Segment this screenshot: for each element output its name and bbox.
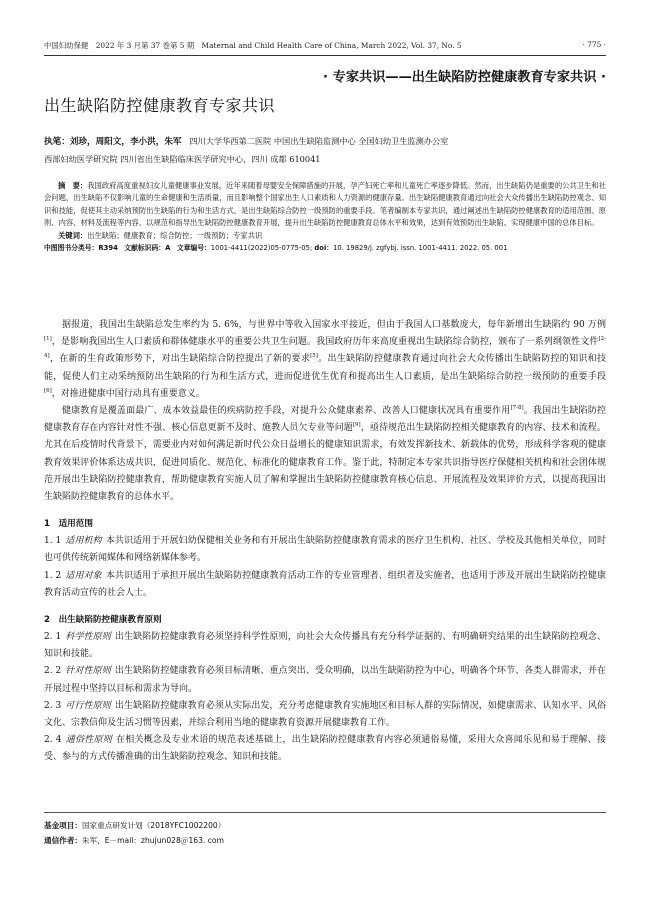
intro-p1-text-a: 据报道，我国出生缺陷总发生率约为 5. 6%，与世界中等收入国家水平接近，但由于我国人口基数庞大，每年新增出生缺陷约 90 万例	[62, 320, 606, 330]
subsection-text: 本共识适用于承担开展出生缺陷防控健康教育活动工作的专业管理者、组织者及实施者，也适用于涉及开展出生缺陷防控健康教育活动宣传的社会人士。	[44, 570, 606, 598]
fund-text: 国家重点研发计划（2018YFC1002200）	[81, 821, 226, 830]
subsection-number: 2. 3	[44, 700, 62, 711]
abstract-text: 我国政府高度重视妇女儿童健康事业发展，近年来随着母婴安全保障措施的开展，孕产妇死亡率和儿童死亡率逐步降低。然而，出生缺陷仍是重要的公共卫生和社会问题，出生缺陷不仅影响儿童的生命健康和生活质量，而且影响整个国家出生人口素质和人力资源的健康存量。出生缺陷健康教育通过向社会大众传播出生缺陷防控观念、知识和技能，促使其主动采纳预防出生缺陷的行为和生活方式，是出生缺陷综合防控一级预防的重要手段。笔者编制本专家共识，通过阐述出生缺陷防控健康教育的适用范围、原则、内容、材料及流程等内容，以规范和指导出生缺陷防控健康教育开展，提升出生缺陷防控健康教育总体水平和效果，达到有效预防出生缺陷、实现健康中国的总体目标。	[44, 181, 607, 228]
doi-label: doi：	[314, 244, 334, 253]
citation-ref: [2-4]	[44, 336, 606, 360]
page-number: · 775 ·	[582, 40, 606, 49]
subsection-2-2	[44, 663, 606, 697]
section-2-heading: 2 出生缺陷防控健康教育原则	[44, 615, 162, 626]
intro-paragraph-1	[44, 317, 606, 403]
subsection-2-4	[44, 732, 606, 766]
subsection-2-3	[44, 698, 606, 732]
author-block	[44, 133, 606, 168]
citation-ref: [1]	[44, 336, 52, 343]
article-title: 出生缺陷防控健康教育专家共识	[44, 96, 276, 115]
doi: 10. 19829/j. zgfybj. issn. 1001-4411. 2022. 05. 001	[333, 244, 508, 253]
keywords-label: 关键词：	[58, 230, 88, 240]
subsection-label: 适用对象	[65, 570, 102, 581]
subsection-label: 通俗性原则	[65, 735, 112, 746]
footnote-block	[44, 818, 606, 848]
affiliation-line-1: 四川大学华西第二医院 中国出生缺陷监测中心 全国妇幼卫生监测办公室	[189, 136, 449, 146]
doc-code-label: 文献标识码：	[124, 244, 166, 253]
subsection-2-1	[44, 629, 606, 663]
intro-p2-text-c: ，亟待规范出生缺陷防控相关健康教育的内容、技术和流程。尤其在后疫情时代背景下，需要业内对如何满足新时代公众日益增长的健康知识需求，有效发挥新技术、新载体的优势，形成科学客观的健康教育效果评价体系达成共识，促进同质化、规范化、标准化的健康教育工作。鉴于此，特制定本专家共识指导医疗保健相关机构和社会团体规范开展出生缺陷防控健康教育，帮助健康教育实施人员了解和掌握出生缺陷防控健康教育核心信息、开展流程及效果评价方式，以提高我国出生缺陷防控健康教育的总体水平。	[44, 423, 606, 503]
citation-ref: [9]	[352, 422, 361, 429]
subsection-text: 出生缺陷防控健康教育必须目标清晰、重点突出、受众明确，以出生缺陷防控为中心，明确各个环节、各类人群需求，并在开展过程中坚持以目标和需求为导向。	[44, 666, 606, 694]
author-names: 刘珍，周阳文，李小洪，朱军	[69, 137, 182, 147]
intro-paragraph-2	[44, 403, 606, 506]
subsection-text: 在相关概念及专业术语的规范表述基础上，出生缺陷防控健康教育内容必须通俗易懂，采用大众喜闻乐见和易于理解、接受、参与的方式传播准确的出生缺陷防控观念、知识和技能。	[44, 735, 606, 763]
subsection-1-1	[44, 533, 606, 567]
subsection-text: 出生缺陷防控健康教育必须从实际出发，充分考虑健康教育实施地区和目标人群的实际情况，如健康需求、认知水平、风俗文化、宗教信仰及生活习惯等因素，并综合利用当地的健康教育资源开展健康教育工作。	[44, 700, 606, 729]
journal-citation: 中国妇幼保健 2022 年 3 月第 37 卷第 5 期 Maternal and Child Health Care of China, March 2022, Vol. 37, No. 5	[44, 41, 462, 50]
article-no: 1001-4411(2022)05-0775-05	[210, 244, 310, 253]
fund-label: 基金项目：	[44, 821, 82, 830]
class-no-label: 中图图书分类号：	[44, 244, 99, 253]
subsection-number: 1. 1	[44, 536, 62, 547]
section-1-heading: 1 适用范围	[44, 519, 93, 530]
running-header	[44, 40, 606, 56]
citation-ref: [5]	[310, 353, 318, 360]
intro-p1-text-b: ，是影响我国出生人口素质和群体健康水平的重要公共卫生问题。我国政府历年来高度重视出生缺陷综合防控，颁布了一系列纲领性文件	[51, 337, 599, 348]
article-no-label: 文章编号：	[176, 244, 211, 253]
subsection-number: 2. 4	[44, 735, 62, 746]
classification-line: 中图图书分类号：R394 文献标识码：A 文章编号：1001-4411(2022)05-0775-05; doi：10. 19829/j. zgfybj. issn. 1001-4411. 2022. 05. 001	[44, 244, 508, 253]
subsection-label: 适用机构	[65, 536, 102, 547]
subsection-number: 2. 1	[44, 632, 62, 643]
column-title: · 专家共识——出生缺陷防控健康教育专家共识 ·	[323, 70, 606, 85]
corresponding-label: 通信作者：	[44, 836, 82, 845]
citation-ref: [7-8]	[510, 405, 524, 412]
subsection-label: 科学性原则	[65, 632, 111, 643]
subsection-number: 1. 2	[44, 570, 62, 581]
abstract-block	[44, 180, 606, 254]
subsection-text: 本共识适用于开展妇幼保健相关业务和有开展出生缺陷防控健康教育需求的医疗卫生机构、社区、学校及其他相关单位，同时也可供传统新闻媒体和网络新媒体参考。	[44, 536, 606, 564]
corresponding-text: 朱军，E－mail：zhujun028＠163. com	[81, 836, 224, 845]
author-label: 执笔：	[44, 137, 70, 147]
subsection-label: 可行性原则	[65, 700, 111, 711]
affiliation-line-2: 西部妇幼医学研究院 四川省出生缺陷临床医学研究中心，四川 成都 610041	[44, 154, 321, 164]
subsection-number: 2. 2	[44, 666, 62, 677]
abstract-label: 摘 要：	[58, 181, 88, 190]
footnote-divider	[44, 812, 606, 813]
citation-ref: [6]	[44, 387, 52, 394]
doc-code: A	[165, 244, 171, 253]
intro-p1-text-e: ，对推进健康中国行动具有重要意义。	[51, 388, 205, 399]
class-no: R394	[98, 244, 118, 253]
intro-p2-text-b: 。我国出生缺陷防控健康教育存在内容针对性不强、核心信息更新不及时、施教人员欠专业等问题	[44, 406, 606, 434]
subsection-label: 针对性原则	[65, 666, 111, 677]
intro-p2-text-a: 健康教育是覆盖面最广、成本效益最佳的疾病防控手段，对提升公众健康素养、改善人口健康状况具有重要作用	[62, 406, 511, 417]
intro-p1-text-c: ，在新的生育政策形势下，对出生缺陷综合防控提出了新的要求	[49, 354, 311, 365]
subsection-text: 出生缺陷防控健康教育必须坚持科学性原则，向社会大众传播具有充分科学证据的、有明确研究结果的出生缺陷防控观念、知识和技能。	[44, 632, 606, 660]
subsection-1-2	[44, 568, 606, 602]
article-body	[44, 317, 606, 767]
intro-p1-text-d: 。出生缺陷防控健康教育通过向社会大众传播出生缺陷防控的知识和技能，促使人们主动采纳预防出生缺陷的行为和生活方式，进而促进优生优育和提高出生人口素质，是出生缺陷综合防控一级预防的重要手段	[44, 354, 606, 382]
keywords: 出生缺陷；健康教育；综合防控；一级预防；专家共识	[87, 230, 263, 240]
